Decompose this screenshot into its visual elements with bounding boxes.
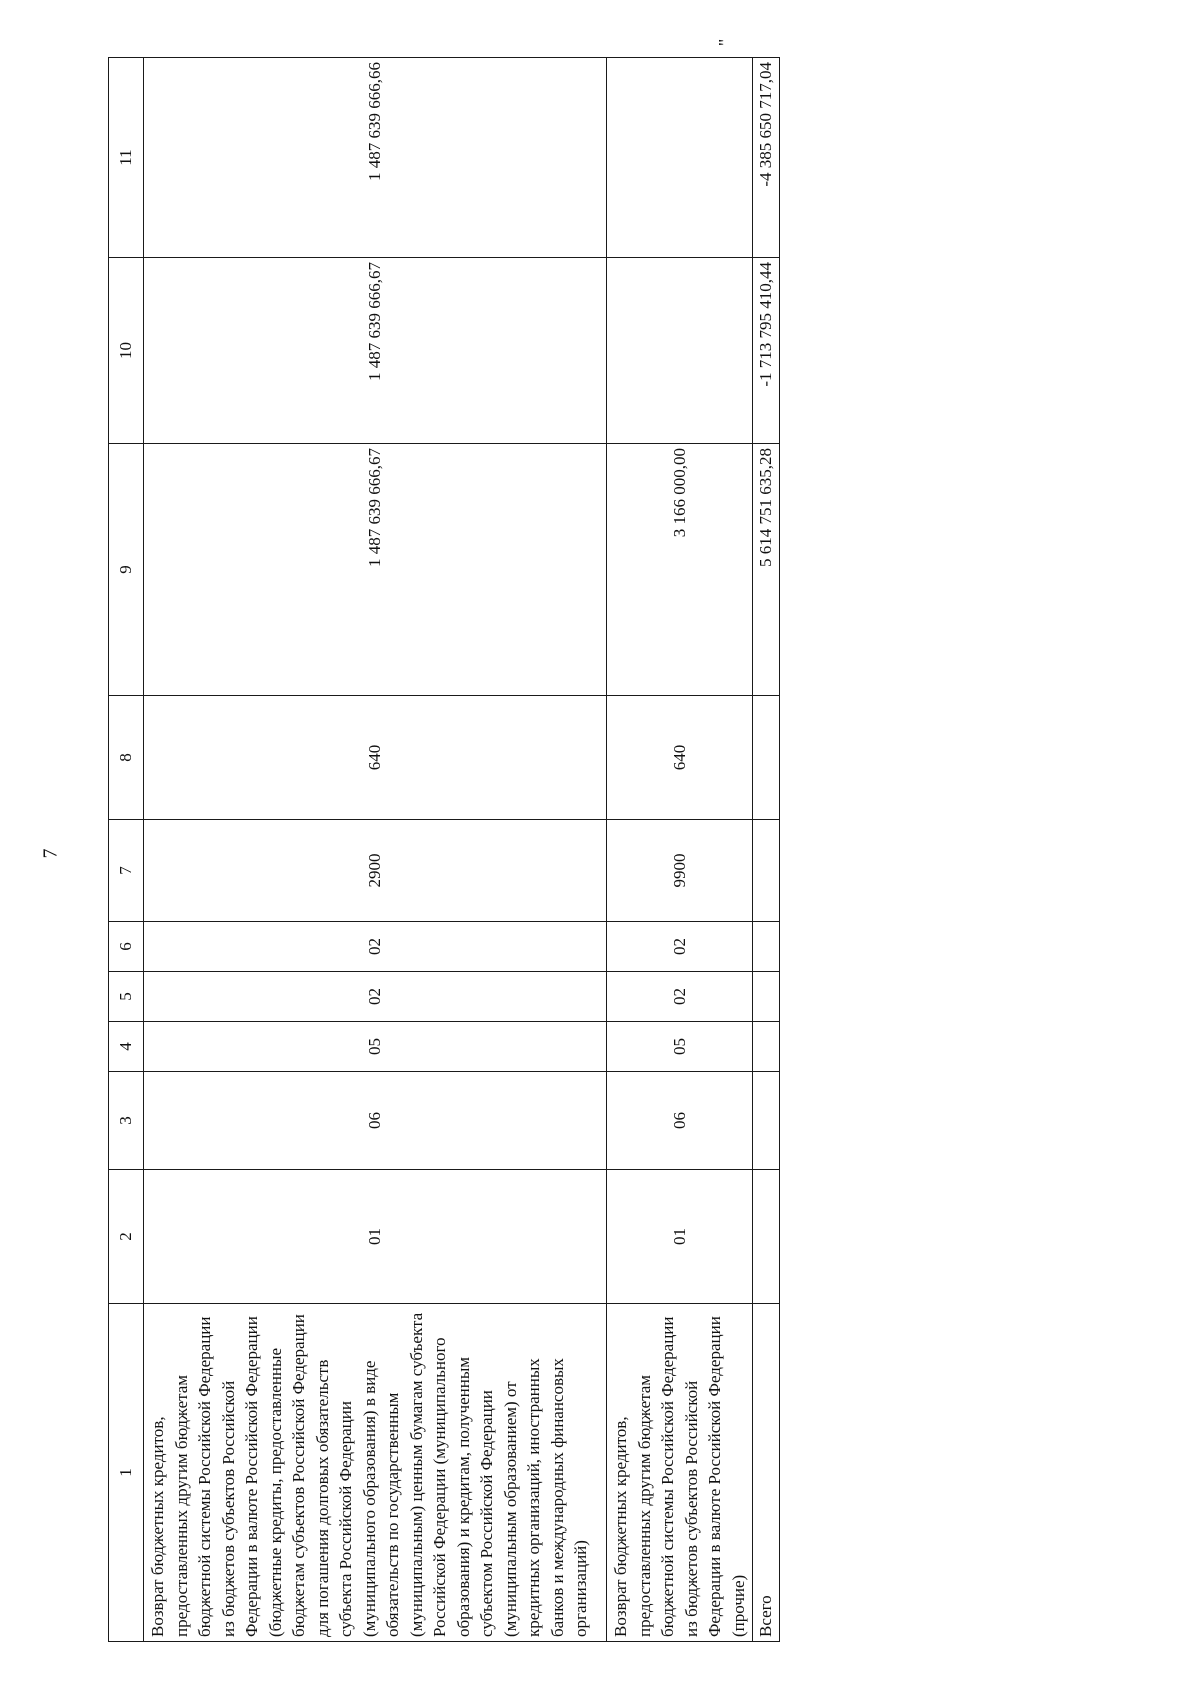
column-header: 3 [109,1072,144,1170]
total-amount: -4 385 650 717,04 [753,58,780,258]
column-header: 4 [109,1022,144,1072]
amount-cell: 1 487 639 666,67 [144,444,607,696]
amount-cell: 1 487 639 666,67 [144,258,607,444]
budget-table [108,57,780,1642]
closing-quote: " [715,38,736,47]
empty-cell [753,922,780,972]
amount-cell: 1 487 639 666,66 [144,58,607,258]
total-amount: 5 614 751 635,28 [753,444,780,696]
empty-cell [753,1072,780,1170]
row-description: Возврат бюджетных кредитов, предоставленных другим бюджетам бюджетной системы Российской Федерации из бюджетов субъектов Российской Федерации в валюте Российской Федерации (бюджетные кредиты, предоставленные бюджетам субъектов Российской Федерации для погашения долговых обязательств субъекта Российской Федерации (муниципального образования) в виде обязательств по государственным (муниципальным) ценным бумагам субъекта Российской Федерации (муниципального образования) и кредитам, полученным субъектом Российской Федерации (муниципальным образованием) от кредитных организаций, иностранных банков и международных финансовых организаций) [144,1304,607,1642]
column-header: 8 [109,696,144,820]
amount-cell [607,58,753,258]
rotated-table-container [108,58,775,1642]
code-cell: 02 [144,922,607,972]
table-row [144,58,607,1642]
column-header: 1 [109,1304,144,1642]
code-cell: 01 [607,1170,753,1304]
total-row [753,58,780,1642]
column-header: 10 [109,258,144,444]
total-amount: -1 713 795 410,44 [753,258,780,444]
page-number: 7 [39,848,62,859]
empty-cell [753,696,780,820]
code-cell: 05 [607,1022,753,1072]
header-row [109,58,144,1642]
empty-cell [753,820,780,922]
row-description: Возврат бюджетных кредитов, предоставленных другим бюджетам бюджетной системы Российской Федерации из бюджетов субъектов Российской Федерации в валюте Российской Федерации (прочие) [607,1304,753,1642]
code-cell: 01 [144,1170,607,1304]
code-cell: 06 [607,1072,753,1170]
column-header: 2 [109,1170,144,1304]
total-label: Всего [753,1304,780,1642]
code-cell: 06 [144,1072,607,1170]
empty-cell [753,1022,780,1072]
table-row [607,58,753,1642]
code-cell: 05 [144,1022,607,1072]
code-cell: 640 [607,696,753,820]
column-header: 9 [109,444,144,696]
column-header: 7 [109,820,144,922]
column-header: 5 [109,972,144,1022]
column-header: 11 [109,58,144,258]
amount-cell [607,258,753,444]
empty-cell [753,1170,780,1304]
empty-cell [753,972,780,1022]
code-cell: 02 [144,972,607,1022]
code-cell: 02 [607,922,753,972]
code-cell: 2900 [144,820,607,922]
amount-cell: 3 166 000,00 [607,444,753,696]
code-cell: 9900 [607,820,753,922]
column-header: 6 [109,922,144,972]
code-cell: 640 [144,696,607,820]
code-cell: 02 [607,972,753,1022]
